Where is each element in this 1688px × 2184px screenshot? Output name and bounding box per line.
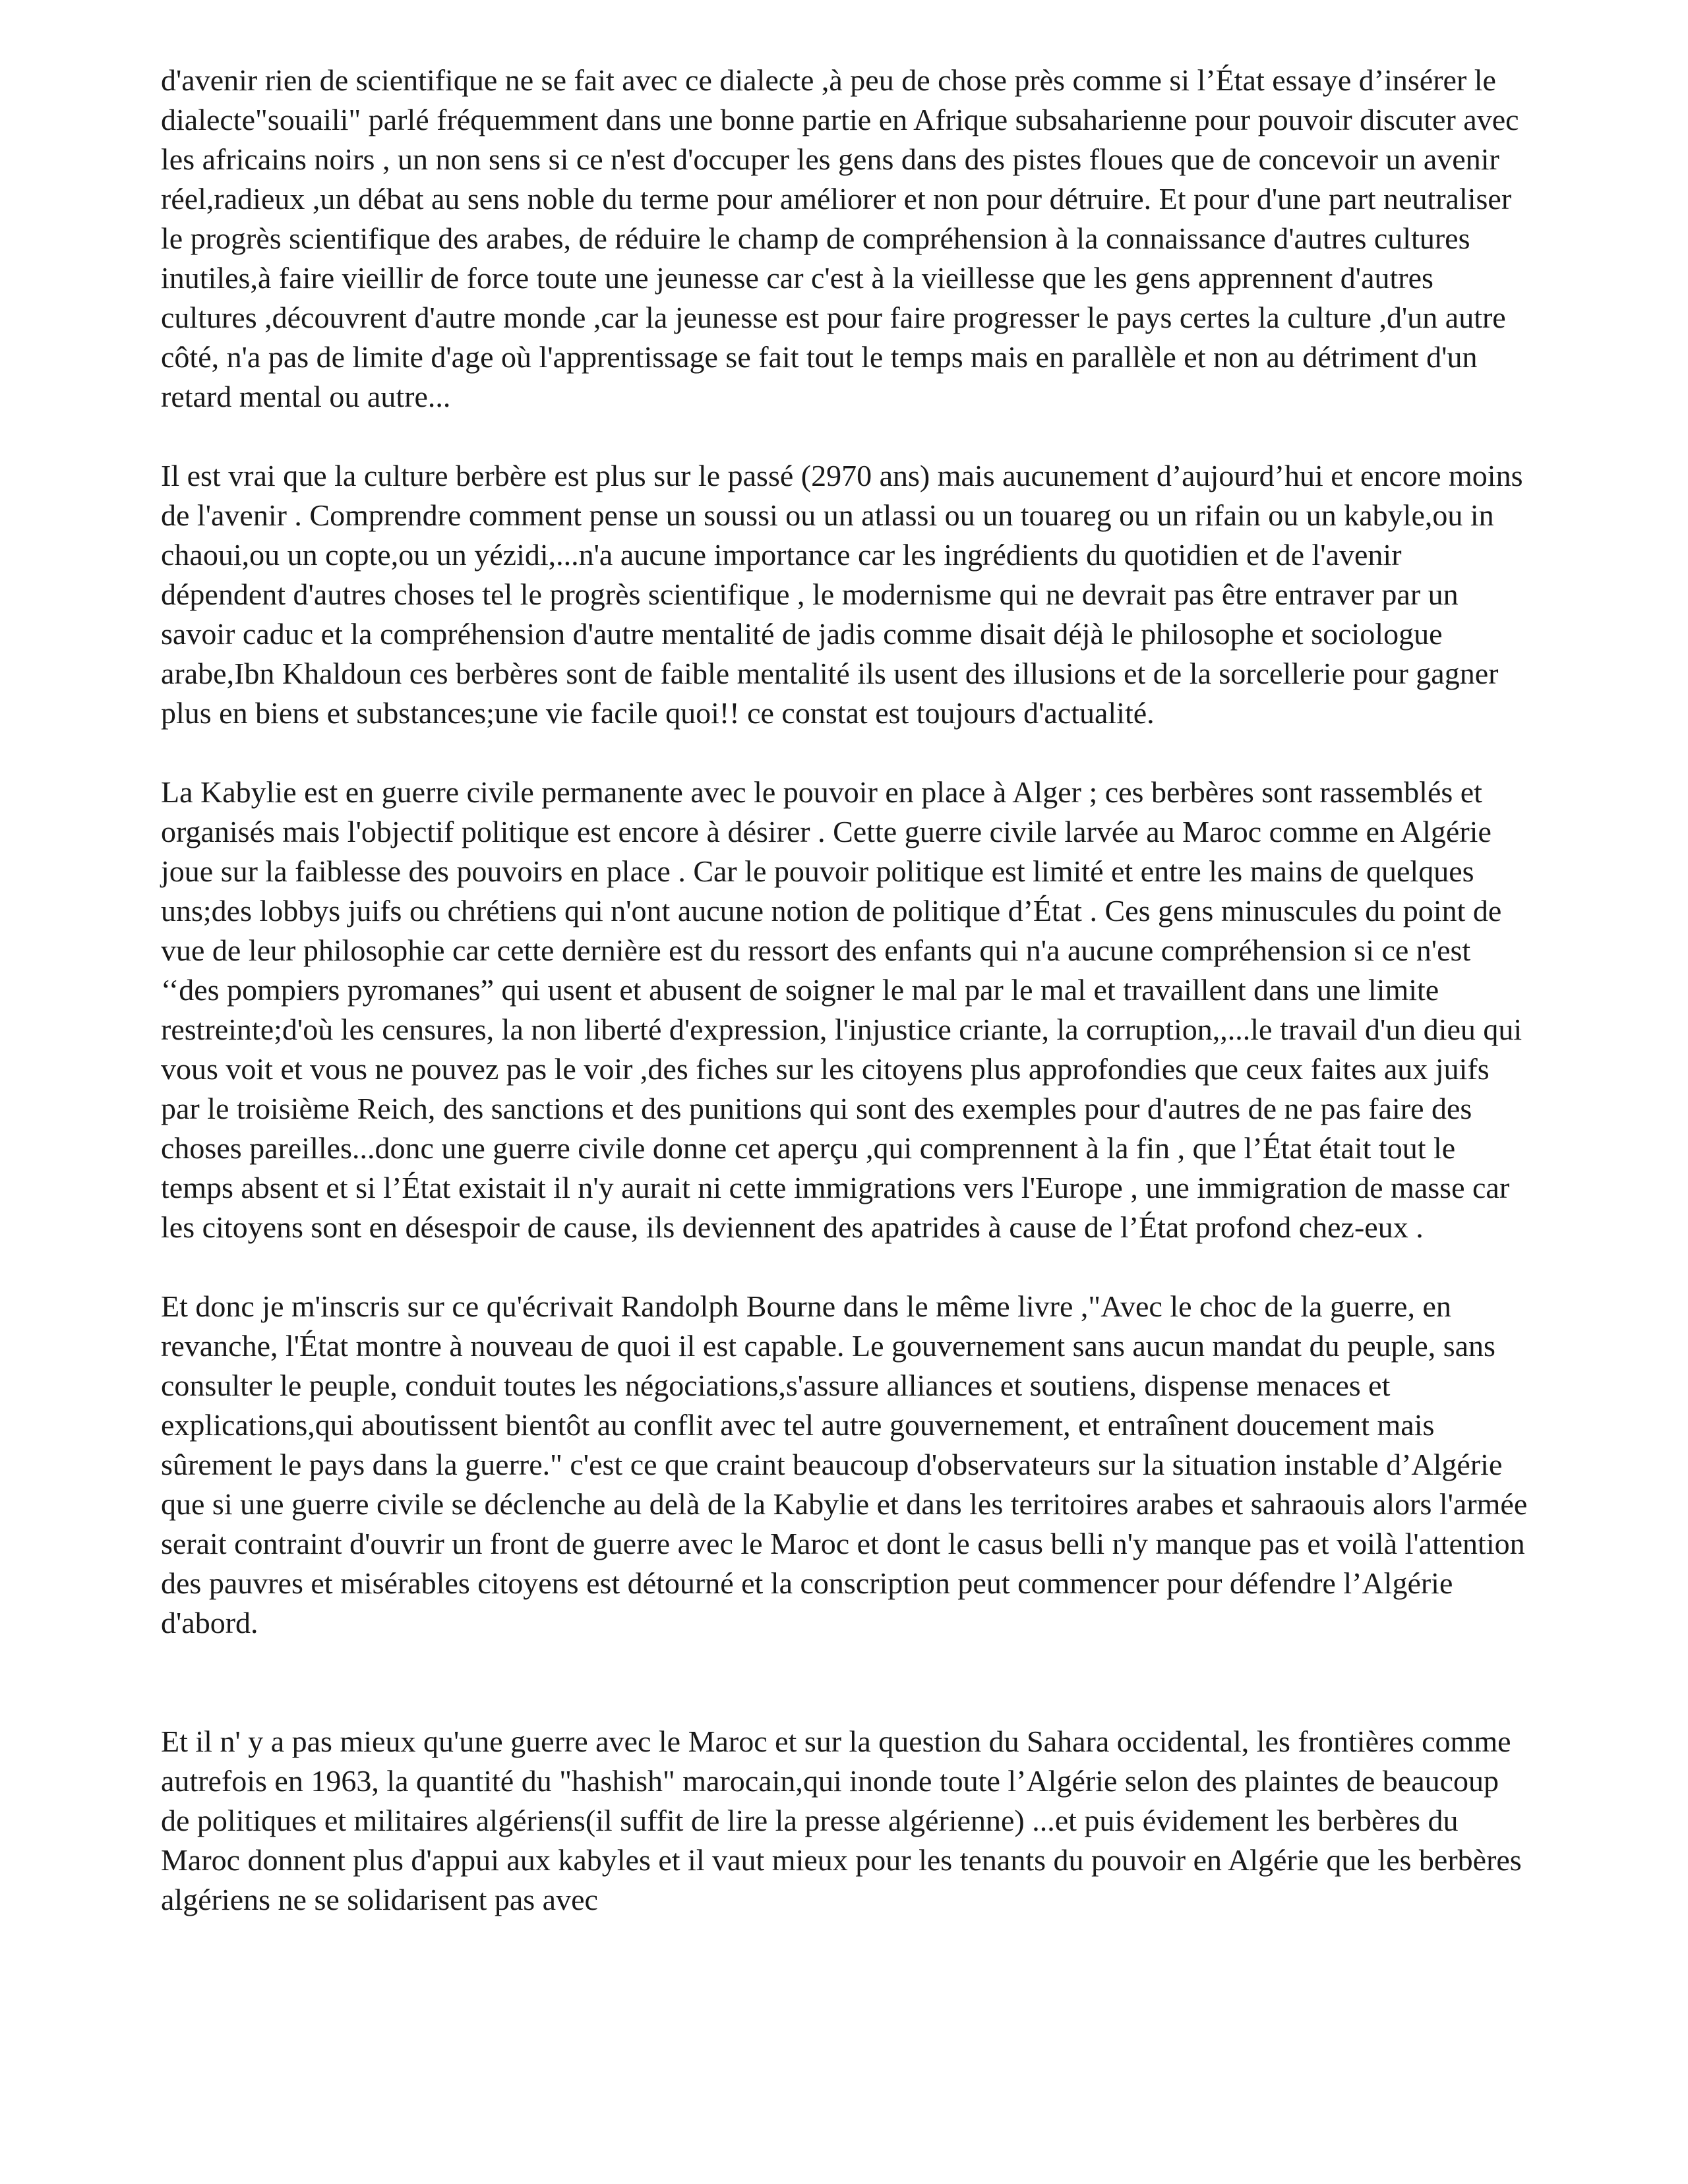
document-body [161,61,1532,1959]
paragraph-5: Et il n' y a pas mieux qu'une guerre avec le Maroc et sur la question du Sahara occidental, les frontières comme autrefois en 1963, la quantité du "hashish" marocain,qui inonde toute l’Algérie selon des plaintes de beaucoup de politiques et militaires algériens(il suffit de lire la presse algérienne) ...et puis évidement les berbères du Maroc donnent plus d'appui aux kabyles et il vaut mieux pour les tenants du pouvoir en Algérie que les berbères algériens ne se solidarisent pas avec [161,1725,1522,1916]
paragraph-1: d'avenir rien de scientifique ne se fait avec ce dialecte ,à peu de chose près comme si l’État essaye d’insérer le dialecte"souaili" parlé fréquemment dans une bonne partie en Afrique subsaharienne pour pouvoir discuter avec les africains noirs , un non sens si ce n'est d'occuper les gens dans des pistes floues que de concevoir un avenir réel,radieux ,un débat au sens noble du terme pour améliorer et non pour détruire. Et pour d'une part neutraliser le progrès scientifique des arabes, de réduire le champ de compréhension à la connaissance d'autres cultures inutiles,à faire vieillir de force toute une jeunesse car c'est à la vieillesse que les gens apprennent d'autres cultures ,découvrent d'autre monde ,car la jeunesse est pour faire progresser le pays certes la culture ,d'un autre côté, n'a pas de limite d'age où l'apprentissage se fait tout le temps mais en parallèle et non au détriment d'un retard mental ou autre... [161,63,1519,413]
paragraph-4: Et donc je m'inscris sur ce qu'écrivait Randolph Bourne dans le même livre ,"Avec le choc de la guerre, en revanche, l'État montre à nouveau de quoi il est capable. Le gouvernement sans aucun mandat du peuple, sans consulter le peuple, conduit toutes les négociations,s'assure alliances et soutiens, dispense menaces et explications,qui aboutissent bientôt au conflit avec tel autre gouvernement, et entraînent doucement mais sûrement le pays dans la guerre." c'est ce que craint beaucoup d'observateurs sur la situation instable d’Algérie que si une guerre civile se déclenche au delà de la Kabylie et dans les territoires arabes et sahraouis alors l'armée serait contraint d'ouvrir un front de guerre avec le Maroc et dont le casus belli n'y manque pas et voilà l'attention des pauvres et misérables citoyens est détourné et la conscription peut commencer pour défendre l’Algérie d'abord. [161,1289,1528,1639]
paragraph-3: La Kabylie est en guerre civile permanente avec le pouvoir en place à Alger ; ces berbères sont rassemblés et organisés mais l'objectif politique est encore à désirer . Cette guerre civile larvée au Maroc comme en Algérie joue sur la faiblesse des pouvoirs en place . Car le pouvoir politique est limité et entre les mains de quelques uns;des lobbys juifs ou chrétiens qui n'ont aucune notion de politique d’État . Ces gens minuscules du point de vue de leur philosophie car cette dernière est du ressort des enfants qui n'a aucune compréhension si ce n'est ‘‘des pompiers pyromanes” qui usent et abusent de soigner le mal par le mal et travaillent dans une limite restreinte;d'où les censures, la non liberté d'expression, l'injustice criante, la corruption,,...le travail d'un dieu qui vous voit et vous ne pouvez pas le voir ,des fiches sur les citoyens plus approfondies que ceux faites aux juifs par le troisième Reich, des sanctions et des punitions qui sont des exemples pour d'autres de ne pas faire des choses pareilles...donc une guerre civile donne cet aperçu ,qui comprennent à la fin , que l’État était tout le temps absent et si l’État existait il n'y aurait ni cette immigrations vers l'Europe , une immigration de masse car les citoyens sont en désespoir de cause, ils deviennent des apatrides à cause de l’État profond chez-eux . [161,775,1522,1244]
paragraph-2: Il est vrai que la culture berbère est plus sur le passé (2970 ans) mais aucunement d’aujourd’hui et encore moins de l'avenir . Comprendre comment pense un soussi ou un atlassi ou un touareg ou un rifain ou un kabyle,ou in chaoui,ou un copte,ou un yézidi,...n'a aucune importance car les ingrédients du quotidien et de l'avenir dépendent d'autres choses tel le progrès scientifique , le modernisme qui ne devrait pas être entraver par un savoir caduc et la compréhension d'autre mentalité de jadis comme disait déjà le philosophe et sociologue arabe,Ibn Khaldoun ces berbères sont de faible mentalité ils usent des illusions et de la sorcellerie pour gagner plus en biens et substances;une vie facile quoi!! ce constat est toujours d'actualité. [161,459,1523,730]
